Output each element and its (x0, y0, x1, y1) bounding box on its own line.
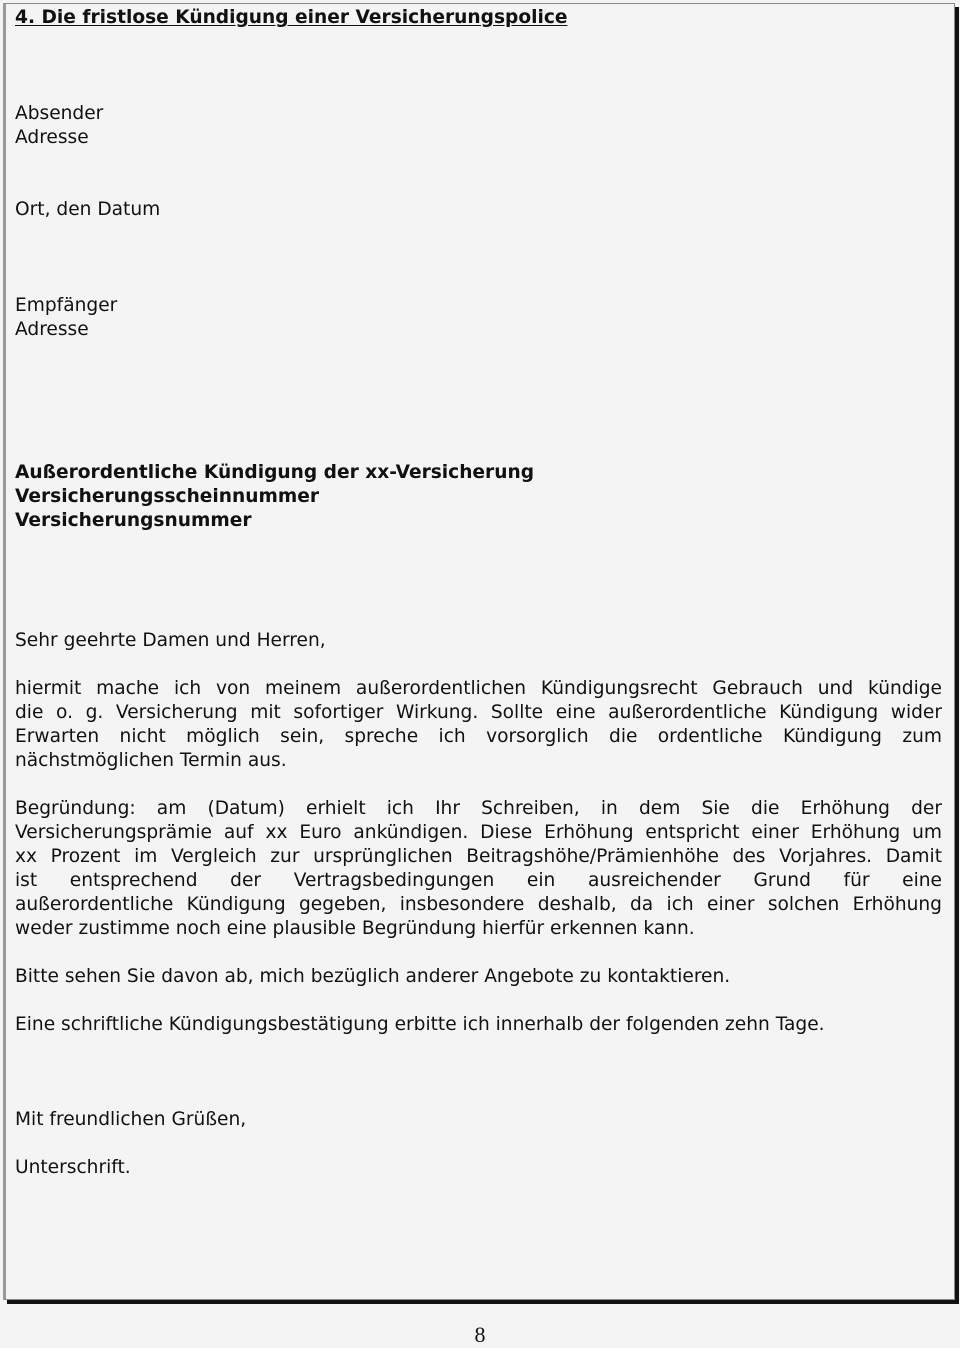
place-date: Ort, den Datum (15, 199, 161, 220)
paragraph-3: Bitte sehen Sie davon ab, mich bezüglich anderer Angebote zu kontaktieren. (15, 966, 731, 987)
sender-address: Adresse (15, 127, 89, 148)
sender-block (15, 102, 942, 150)
subject-block (15, 461, 942, 533)
document-title: 4. Die fristlose Kündigung einer Versicherungspolice (15, 7, 568, 28)
paragraph-line: Erwarten nicht möglich sein, spreche ich vorsorglich die ordentliche Kündigung zum (15, 726, 942, 747)
recipient-address: Adresse (15, 319, 89, 340)
paragraph-line: xx Prozent im Vergleich zur ursprünglichen Beitragshöhe/Prämienhöhe des Vorjahres. Damit (15, 846, 942, 867)
paragraph-line: die o. g. Versicherung mit sofortiger Wirkung. Sollte eine außerordentliche Kündigung wider (15, 702, 942, 723)
subject-line: Außerordentliche Kündigung der xx-Versicherung (15, 462, 534, 483)
paragraph-4: Eine schriftliche Kündigungsbestätigung erbitte ich innerhalb der folgenden zehn Tage. (15, 1014, 825, 1035)
paragraph-1 (15, 677, 942, 773)
paragraph-line: Versicherungsprämie auf xx Euro ankündigen. Diese Erhöhung entspricht einer Erhöhung um (15, 822, 942, 843)
paragraph-line: außerordentliche Kündigung gegeben, insbesondere deshalb, da ich einer solchen Erhöhung (15, 894, 942, 915)
paragraph-line: hiermit mache ich von meinem außerordentlichen Kündigungsrecht Gebrauch und kündige (15, 678, 942, 699)
paragraph-line: ist entsprechend der Vertragsbedingungen ein ausreichender Grund für eine (15, 870, 942, 891)
closing: Mit freundlichen Grüßen, (15, 1109, 247, 1130)
salutation: Sehr geehrte Damen und Herren, (15, 630, 326, 651)
signature: Unterschrift. (15, 1157, 131, 1178)
subject-insurance-number: Versicherungsnummer (15, 510, 252, 531)
page-number: 8 (474, 1322, 486, 1347)
paragraph-line: weder zustimme noch eine plausible Begründung hierfür erkennen kann. (15, 918, 695, 939)
recipient-block (15, 294, 942, 342)
paragraph-2 (15, 797, 942, 941)
recipient-name: Empfänger (15, 295, 118, 316)
paragraph-line: nächstmöglichen Termin aus. (15, 750, 287, 771)
sender-name: Absender (15, 103, 104, 124)
paragraph-line: Begründung: am (Datum) erhielt ich Ihr Schreiben, in dem Sie die Erhöhung der (15, 798, 942, 819)
subject-policy-number: Versicherungsscheinnummer (15, 486, 320, 507)
